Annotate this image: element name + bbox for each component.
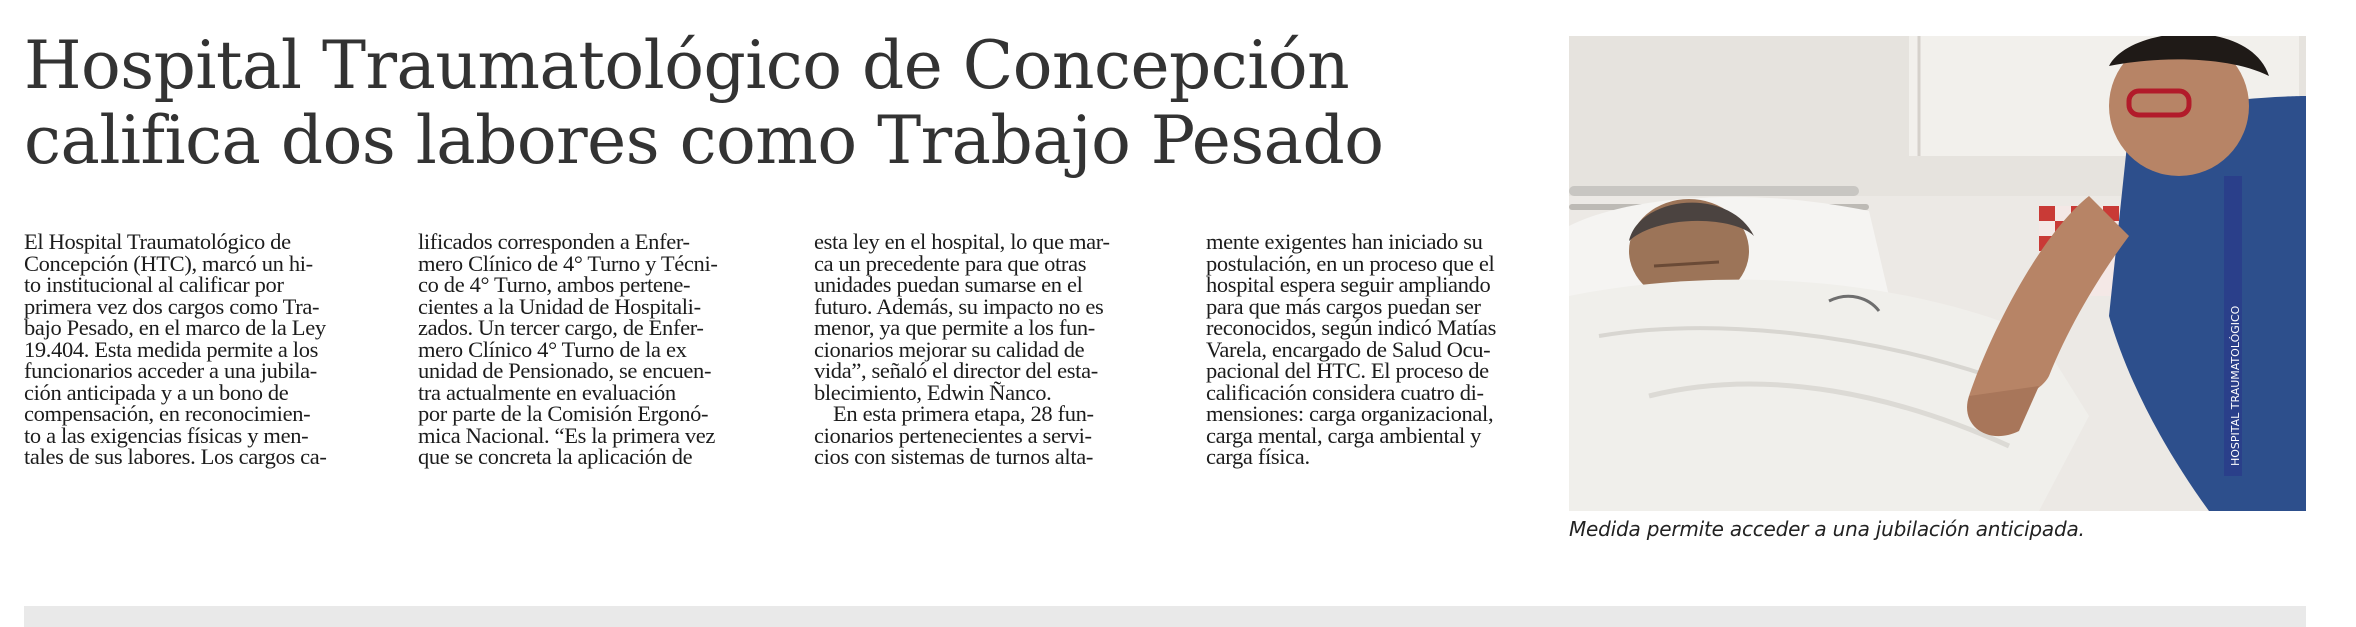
column-1-line: ción anticipada y a un bono de <box>24 379 289 405</box>
column-4-line: calificación considera cuatro di- <box>1206 379 1484 405</box>
column-2-line: unidad de Pensionado, se encuen- <box>418 358 712 383</box>
column-1-line: 19.404. Esta medida permite a los <box>24 336 319 362</box>
column-3-line: cios con sistemas de turnos alta- <box>814 444 1094 469</box>
headline <box>24 28 1504 178</box>
column-3-line: cionarios pertenecientes a servi- <box>814 422 1092 448</box>
column-3-line: cionarios mejorar su calidad de <box>814 336 1085 362</box>
column-1-line: compensación, en reconocimien- <box>24 401 311 426</box>
column-1-line: El Hospital Traumatológico de <box>24 229 291 254</box>
column-4-line: hospital espera seguir ampliando <box>1206 272 1491 297</box>
column-4-line: carga mental, carga ambiental y <box>1206 422 1482 448</box>
column-2-line: cientes a la Unidad de Hospitali- <box>418 293 701 319</box>
column-4-line: postulación, en un proceso que el <box>1206 250 1495 276</box>
column-4-line: Varela, encargado de Salud Ocu- <box>1206 336 1491 362</box>
column-4-line: mensiones: carga organizacional, <box>1206 401 1494 426</box>
column-1-line: to institucional al calificar por <box>24 272 284 297</box>
column-2-line: co de 4° Turno, ambos pertene- <box>418 272 691 297</box>
article-photo <box>1569 36 2306 511</box>
column-4-line: mente exigentes han iniciado su <box>1206 229 1483 254</box>
column-1-line: to a las exigencias físicas y men- <box>24 422 309 448</box>
hospital-scene-illustration <box>1569 36 2306 511</box>
column-1-line: bajo Pesado, en el marco de la Ley <box>24 315 326 340</box>
column-4-line: para que más cargos puedan ser <box>1206 293 1481 319</box>
column-3-line: En esta primera etapa, 28 fun- <box>833 401 1094 426</box>
lanyard-text: HOSPITAL TRAUMATOLÓGICO <box>2229 305 2242 466</box>
photo-caption: Medida permite acceder a una jubilación anticipada. <box>1569 517 2085 541</box>
headline-line-1: Hospital Traumatológico de Concepción <box>24 27 1350 104</box>
column-4-line: reconocidos, según indicó Matías <box>1206 315 1496 340</box>
column-3-line: ca un precedente para que otras <box>814 250 1087 276</box>
headline-line-2: califica dos labores como Trabajo Pesado <box>24 102 1384 179</box>
column-1-line: Concepción (HTC), marcó un hi- <box>24 250 313 276</box>
column-1-line: funcionarios acceder a una jubila- <box>24 358 317 383</box>
column-2-line: mero Clínico de 4° Turno y Técni- <box>418 250 718 276</box>
footer-band <box>24 606 2306 627</box>
column-3-line: menor, ya que permite a los fun- <box>814 315 1095 340</box>
column-2-line: por parte de la Comisión Ergonó- <box>418 401 709 426</box>
column-3-line: futuro. Además, su impacto no es <box>814 293 1104 319</box>
column-3-line: vida”, señaló el director del esta- <box>814 358 1098 383</box>
column-2-line: tra actualmente en evaluación <box>418 379 676 405</box>
column-4-line: carga física. <box>1206 444 1310 469</box>
column-2-line: zados. Un tercer cargo, de Enfer- <box>418 315 704 340</box>
column-1-line: tales de sus labores. Los cargos ca- <box>24 444 327 469</box>
column-2-line: mica Nacional. “Es la primera vez <box>418 422 716 448</box>
column-3-line: unidades puedan sumarse en el <box>814 272 1083 297</box>
column-1-line: primera vez dos cargos como Tra- <box>24 293 320 319</box>
column-3-line: blecimiento, Edwin Ñanco. <box>814 379 1052 405</box>
column-2-line: lificados corresponden a Enfer- <box>418 229 690 254</box>
column-3-line: esta ley en el hospital, lo que mar- <box>814 229 1110 254</box>
column-4-line: pacional del HTC. El proceso de <box>1206 358 1489 383</box>
column-2-line: que se concreta la aplicación de <box>418 444 693 469</box>
column-2-line: mero Clínico 4° Turno de la ex <box>418 336 687 362</box>
